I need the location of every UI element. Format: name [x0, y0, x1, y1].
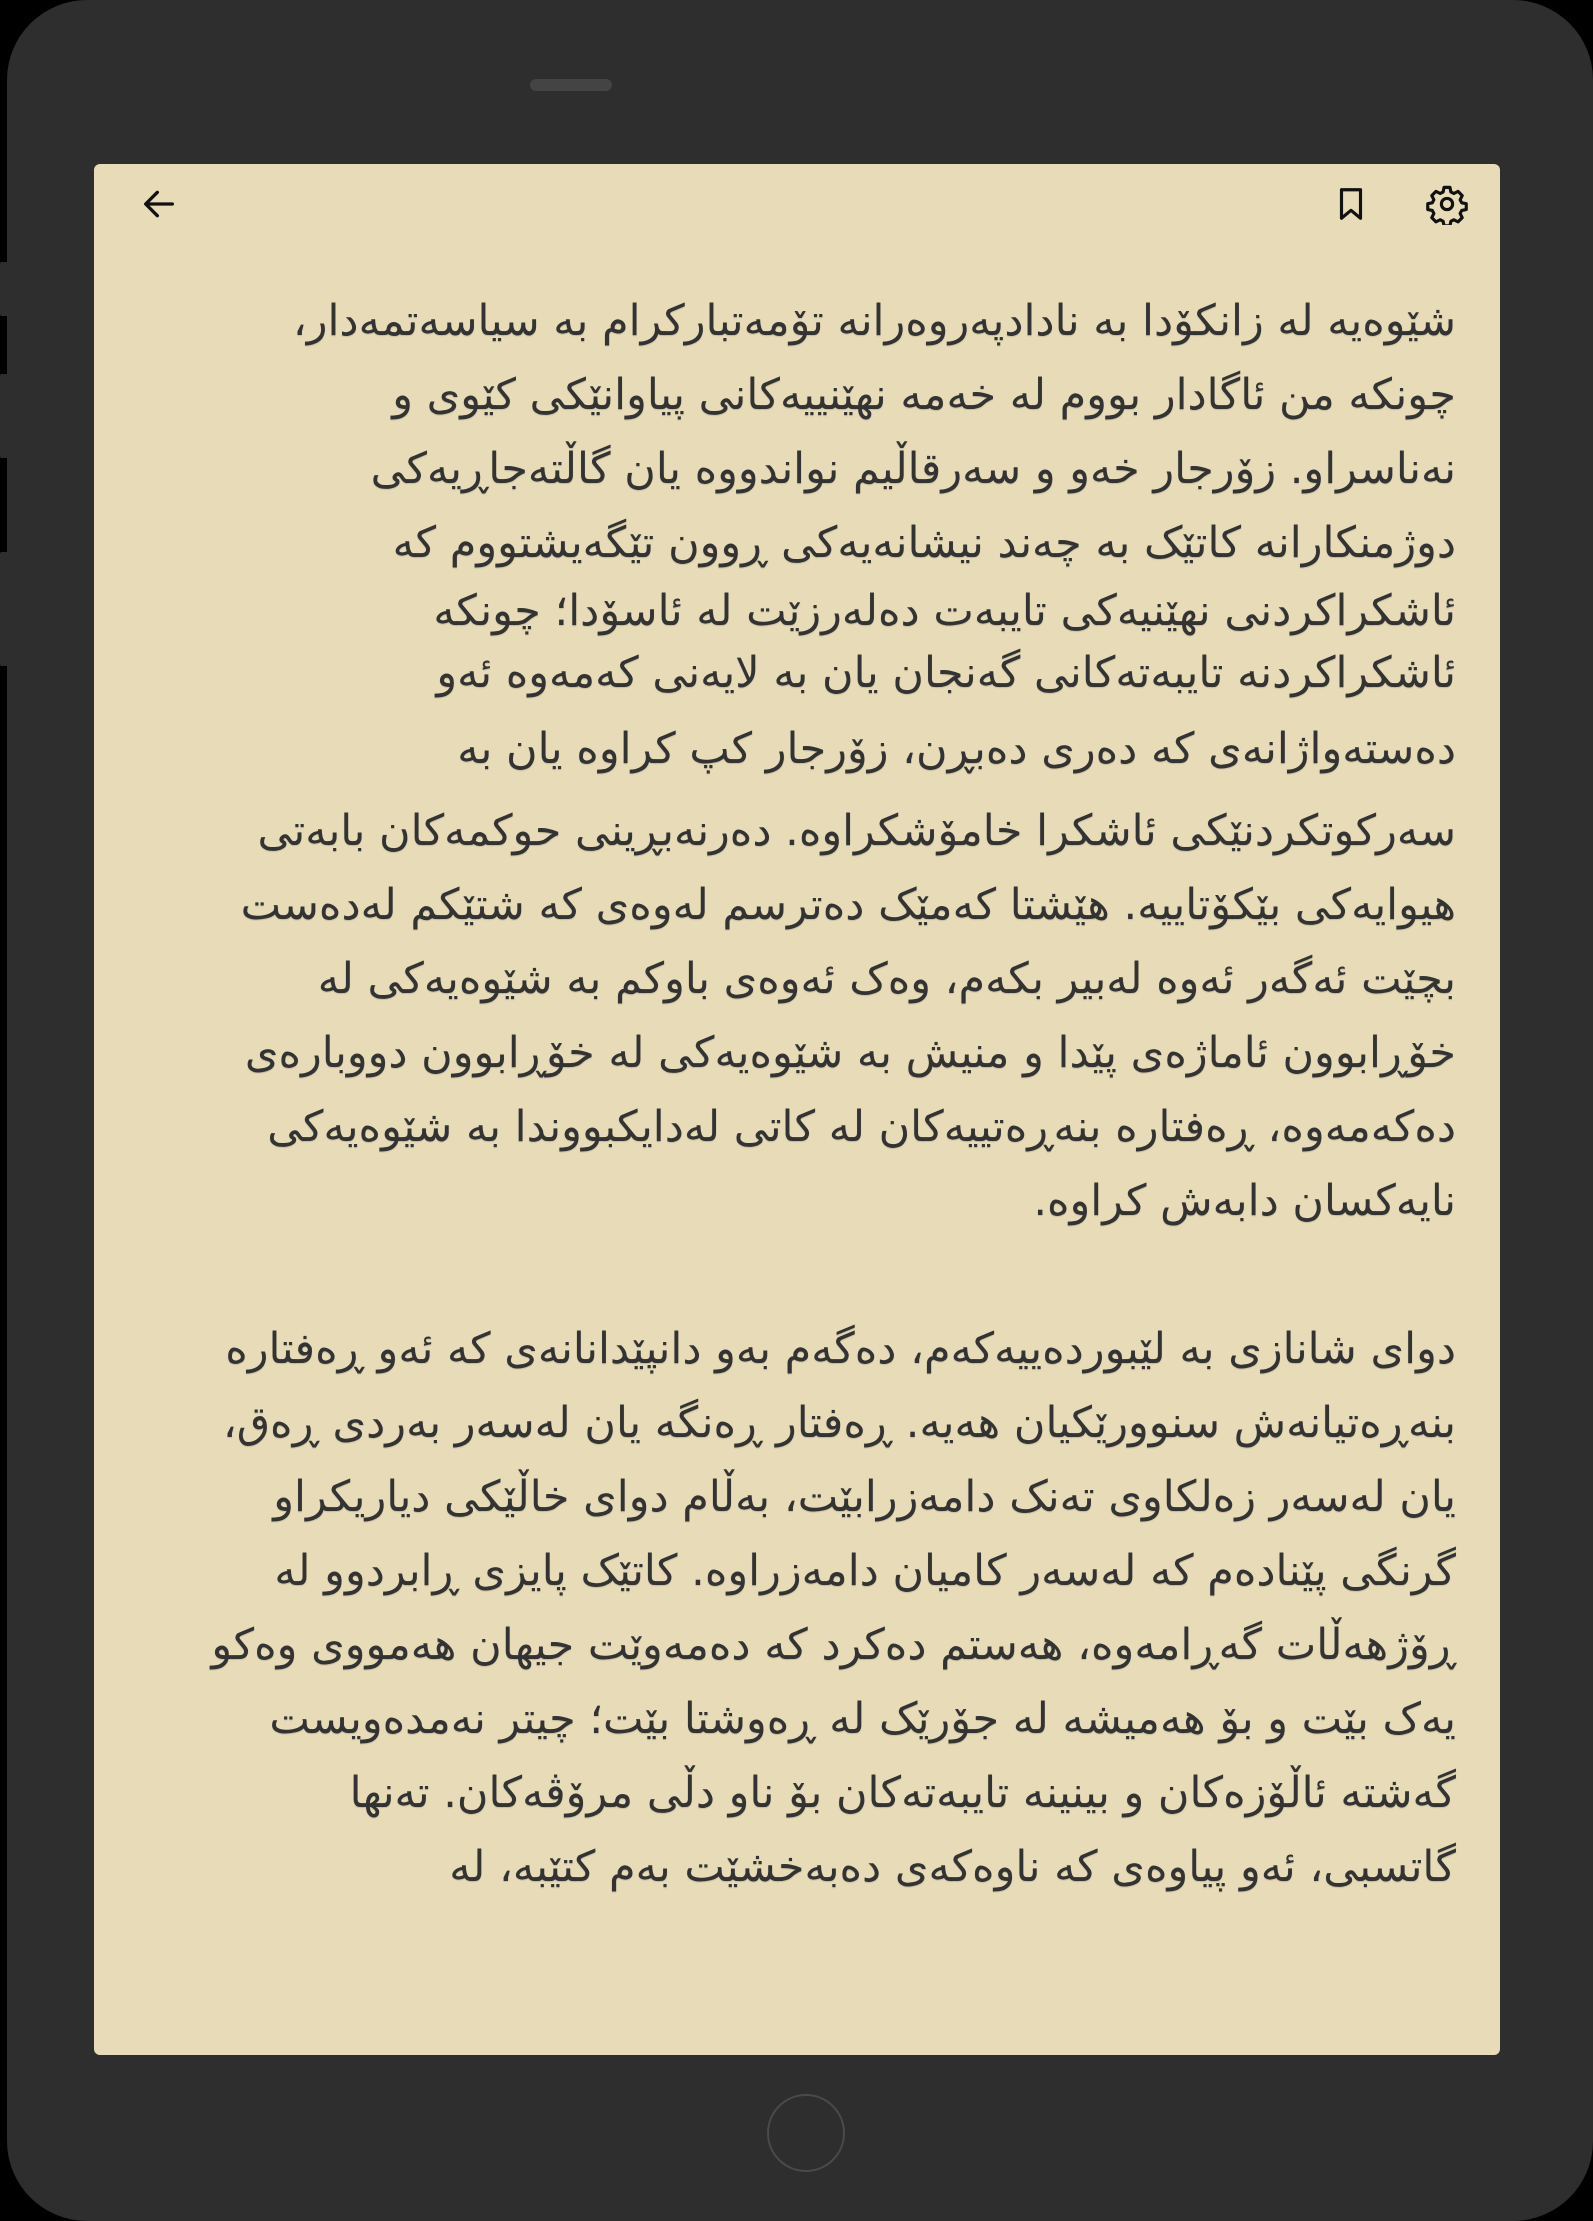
text-line: ڕۆژهەڵات گەڕامەوە، هەستم دەکرد کە دەمەوێت جیهان هەمووی وەکو — [211, 1620, 1456, 1670]
reader-text — [152, 284, 1456, 1904]
text-line: دەکەمەوە، ڕەفتارە بنەڕەتییەکان لە کاتی لەدایکبووندا بە شێوەیەکی — [267, 1102, 1456, 1152]
side-button-volume-up[interactable] — [0, 374, 8, 458]
reader-toolbar — [94, 164, 1500, 240]
speaker-slot-icon — [530, 79, 612, 91]
text-line: گاتسبی، ئەو پیاوەی کە ناوەکەی دەبەخشێت بەم کتێبە، لە — [449, 1842, 1456, 1892]
text-line: نەناسراو. زۆرجار خەو و سەرقاڵیم نواندووە یان گاڵتەجاڕیەکی — [370, 444, 1456, 494]
paragraph-2 — [152, 1312, 1456, 1904]
text-line: ئاشکراکردنی نهێنیەکی تایبەت دەلەرزێت لە ئاسۆدا؛ چونکە — [433, 586, 1456, 636]
side-button-top[interactable] — [0, 262, 8, 316]
bookmark-icon — [1332, 184, 1370, 224]
text-line: بنەڕەتیانەش سنوورێکیان هەیە. ڕەفتار ڕەنگە یان لەسەر بەردی ڕەق، — [222, 1398, 1456, 1448]
text-line: گرنگی پێنادەم کە لەسەر کامیان دامەزراوە. کاتێک پایزی ڕابردوو لە — [274, 1546, 1456, 1596]
arrow-left-icon — [139, 184, 179, 224]
text-line: خۆڕابوون ئاماژەی پێدا و منیش بە شێوەیەکی لە خۆڕابوون دووبارەی — [244, 1028, 1456, 1078]
text-line: دەستەواژانەی کە دەری دەبڕن، زۆرجار کپ کراوە یان بە — [457, 724, 1456, 774]
text-line: یان لەسەر زەلکاوی تەنک دامەزرابێت، بەڵام دوای خاڵێکی دیاریکراو — [273, 1472, 1456, 1522]
paragraph-1 — [152, 284, 1456, 1238]
reader-screen — [94, 164, 1500, 2055]
text-line: دوای شانازی بە لێبوردەییەکەم، دەگەم بەو دانپێدانانەی کە ئەو ڕەفتارە — [225, 1324, 1456, 1374]
tablet-device — [7, 0, 1593, 2221]
text-line: یەک بێت و بۆ هەمیشە لە جۆرێک لە ڕەوشتا بێت؛ چیتر نەمدەویست — [269, 1694, 1456, 1744]
gear-icon — [1426, 183, 1468, 225]
bookmark-button[interactable] — [1327, 180, 1375, 228]
settings-button[interactable] — [1423, 180, 1471, 228]
text-line: دوژمنکارانە کاتێک بە چەند نیشانەیەکی ڕوون تێگەیشتووم کە — [392, 518, 1456, 568]
text-line: بچێت ئەگەر ئەوە لەبیر بکەم، وەک ئەوەی باوکم بە شێوەیەکی لە — [317, 954, 1456, 1004]
text-line: شێوەیە لە زانکۆدا بە نادادپەروەرانە تۆمەتبارکرام بە سیاسەتمەدار، — [292, 296, 1456, 346]
text-line: چونکە من ئاگادار بووم لە خەمە نهێنییەکانی پیاوانێکی کێوی و — [392, 370, 1456, 420]
text-line: نایەکسان دابەش کراوە. — [1033, 1176, 1456, 1226]
text-line: سەرکوتکردنێکی ئاشکرا خامۆشکراوە. دەرنەبڕینی حوکمەکان بابەتی — [257, 806, 1456, 856]
text-line: ئاشکراکردنە تایبەتەکانی گەنجان یان بە لایەنی کەمەوە ئەو — [436, 648, 1456, 698]
side-button-volume-down[interactable] — [0, 552, 8, 666]
text-line: هیوایەکی بێکۆتاییە. هێشتا کەمێک دەترسم لەوەی کە شتێکم لەدەست — [240, 880, 1456, 930]
back-button[interactable] — [135, 180, 183, 228]
home-button-icon[interactable] — [767, 2094, 845, 2172]
text-line: گەشتە ئاڵۆزەکان و بینینە تایبەتەکان بۆ ناو دڵی مرۆڤەکان. تەنها — [349, 1768, 1456, 1818]
